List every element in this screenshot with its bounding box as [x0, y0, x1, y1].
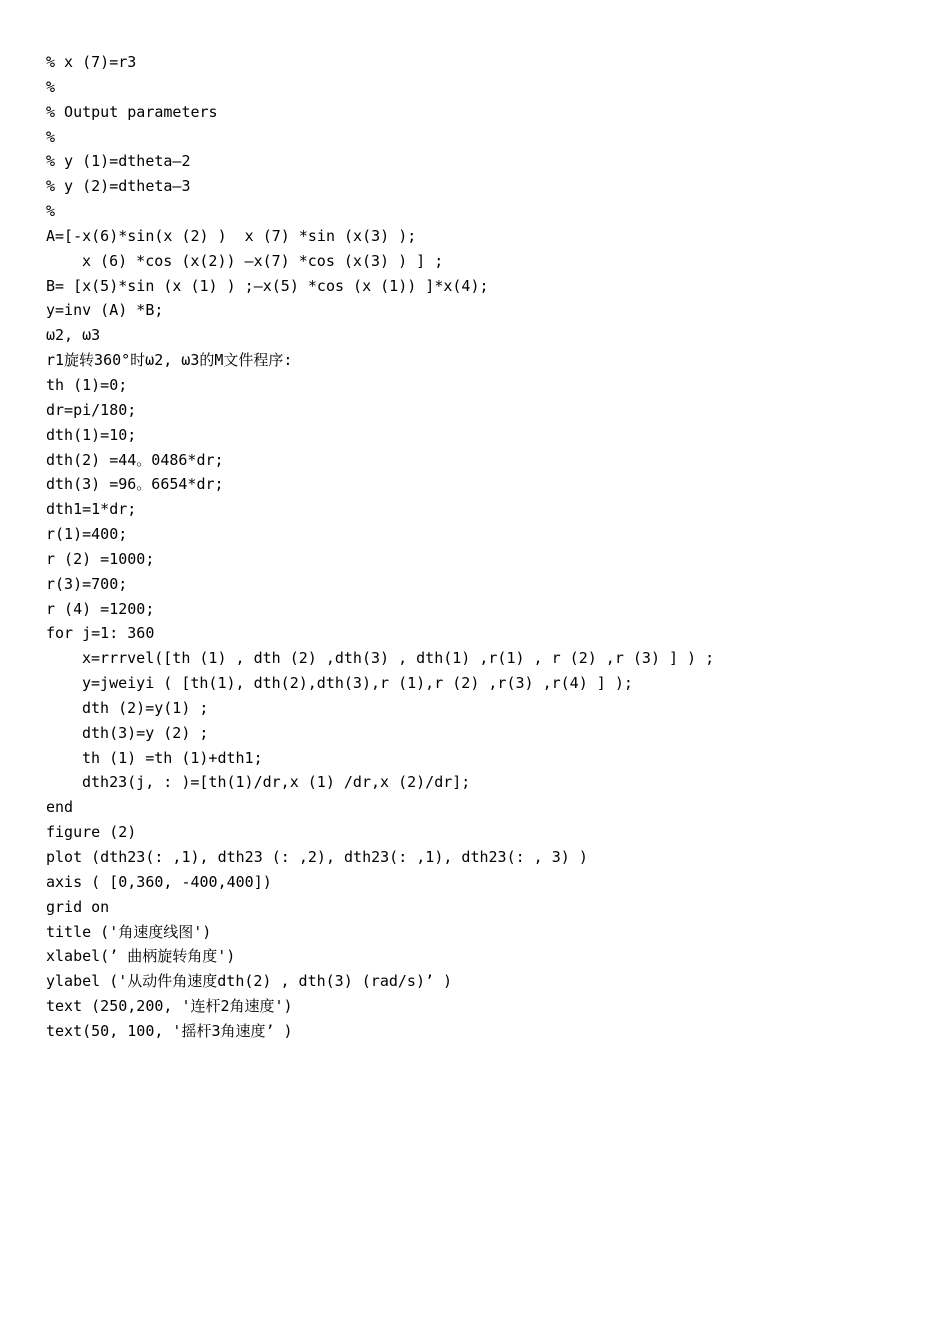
code-line: A=[-x(6)*sin(x (2) ) x (7) *sin (x(3) ); [46, 226, 417, 245]
code-line: text(50, 100, '摇杆3角速度’ ) [46, 1021, 293, 1040]
code-line: figure (2) [46, 823, 137, 842]
code-line: dth1=1*dr; [46, 500, 137, 519]
code-line: plot (dth23(: ,1), dth23 (: ,2), dth23(: ,1), dth23(: , 3) ) [46, 848, 588, 866]
code-line: % [46, 202, 56, 221]
code-line: y=jweiyi ( [th(1), dth(2),dth(3),r (1),r (2) ,r(3) ,r(4) ] ); [82, 674, 633, 693]
code-listing [46, 50, 714, 1044]
code-line: dth23(j, : )=[th(1)/dr,x (1) /dr,x (2)/dr]; [82, 773, 471, 792]
code-line: th (1)=0; [46, 375, 128, 394]
code-line: r(1)=400; [46, 525, 128, 544]
code-line: % x (7)=r3 [46, 53, 137, 71]
code-line: dth (2)=y(1) ; [82, 698, 209, 717]
code-line: % Output parameters [46, 102, 218, 121]
code-line: text (250,200, '连杆2角速度') [46, 997, 293, 1016]
code-line: ω2, ω3 [46, 326, 101, 345]
code-line: r (2) =1000; [46, 549, 155, 568]
code-line: r(3)=700; [46, 574, 128, 593]
code-line: ylabel ('从动件角速度dth(2) , dth(3) (rad/s)’ ) [46, 972, 453, 991]
code-line: dr=pi/180; [46, 400, 137, 419]
code-line: xlabel(’ 曲柄旋转角度') [46, 947, 236, 966]
code-line: th (1) =th (1)+dth1; [82, 748, 263, 767]
code-line: r1旋转360°时ω2, ω3的M文件程序: [46, 351, 293, 370]
code-line: title ('角速度线图') [46, 922, 212, 941]
code-line: grid on [46, 897, 110, 916]
code-line: dth(3) =96。6654*dr; [46, 475, 224, 494]
code-line: dth(2) =44。0486*dr; [46, 450, 224, 469]
code-line: dth(1)=10; [46, 425, 137, 444]
code-line: axis ( [0,360, -400,400]) [46, 872, 272, 891]
code-line: x (6) *cos (x(2)) —x(7) *cos (x(3) ) ] ; [82, 251, 444, 270]
code-line: % [46, 77, 56, 96]
code-line: dth(3)=y (2) ; [82, 723, 209, 742]
code-line: end [46, 798, 74, 817]
code-line: % y (1)=dtheta—2 [46, 152, 191, 171]
code-line: B= [x(5)*sin (x (1) ) ;—x(5) *cos (x (1)) ]*x(4); [46, 276, 489, 295]
code-line: % [46, 127, 56, 146]
code-line: y=inv (A) *B; [46, 301, 164, 320]
code-line: for j=1: 360 [46, 624, 155, 643]
code-line: x=rrrvel([th (1) , dth (2) ,dth(3) , dth(1) ,r(1) , r (2) ,r (3) ] ) ; [82, 649, 715, 668]
code-line: r (4) =1200; [46, 599, 155, 618]
code-line: % y (2)=dtheta—3 [46, 177, 191, 196]
